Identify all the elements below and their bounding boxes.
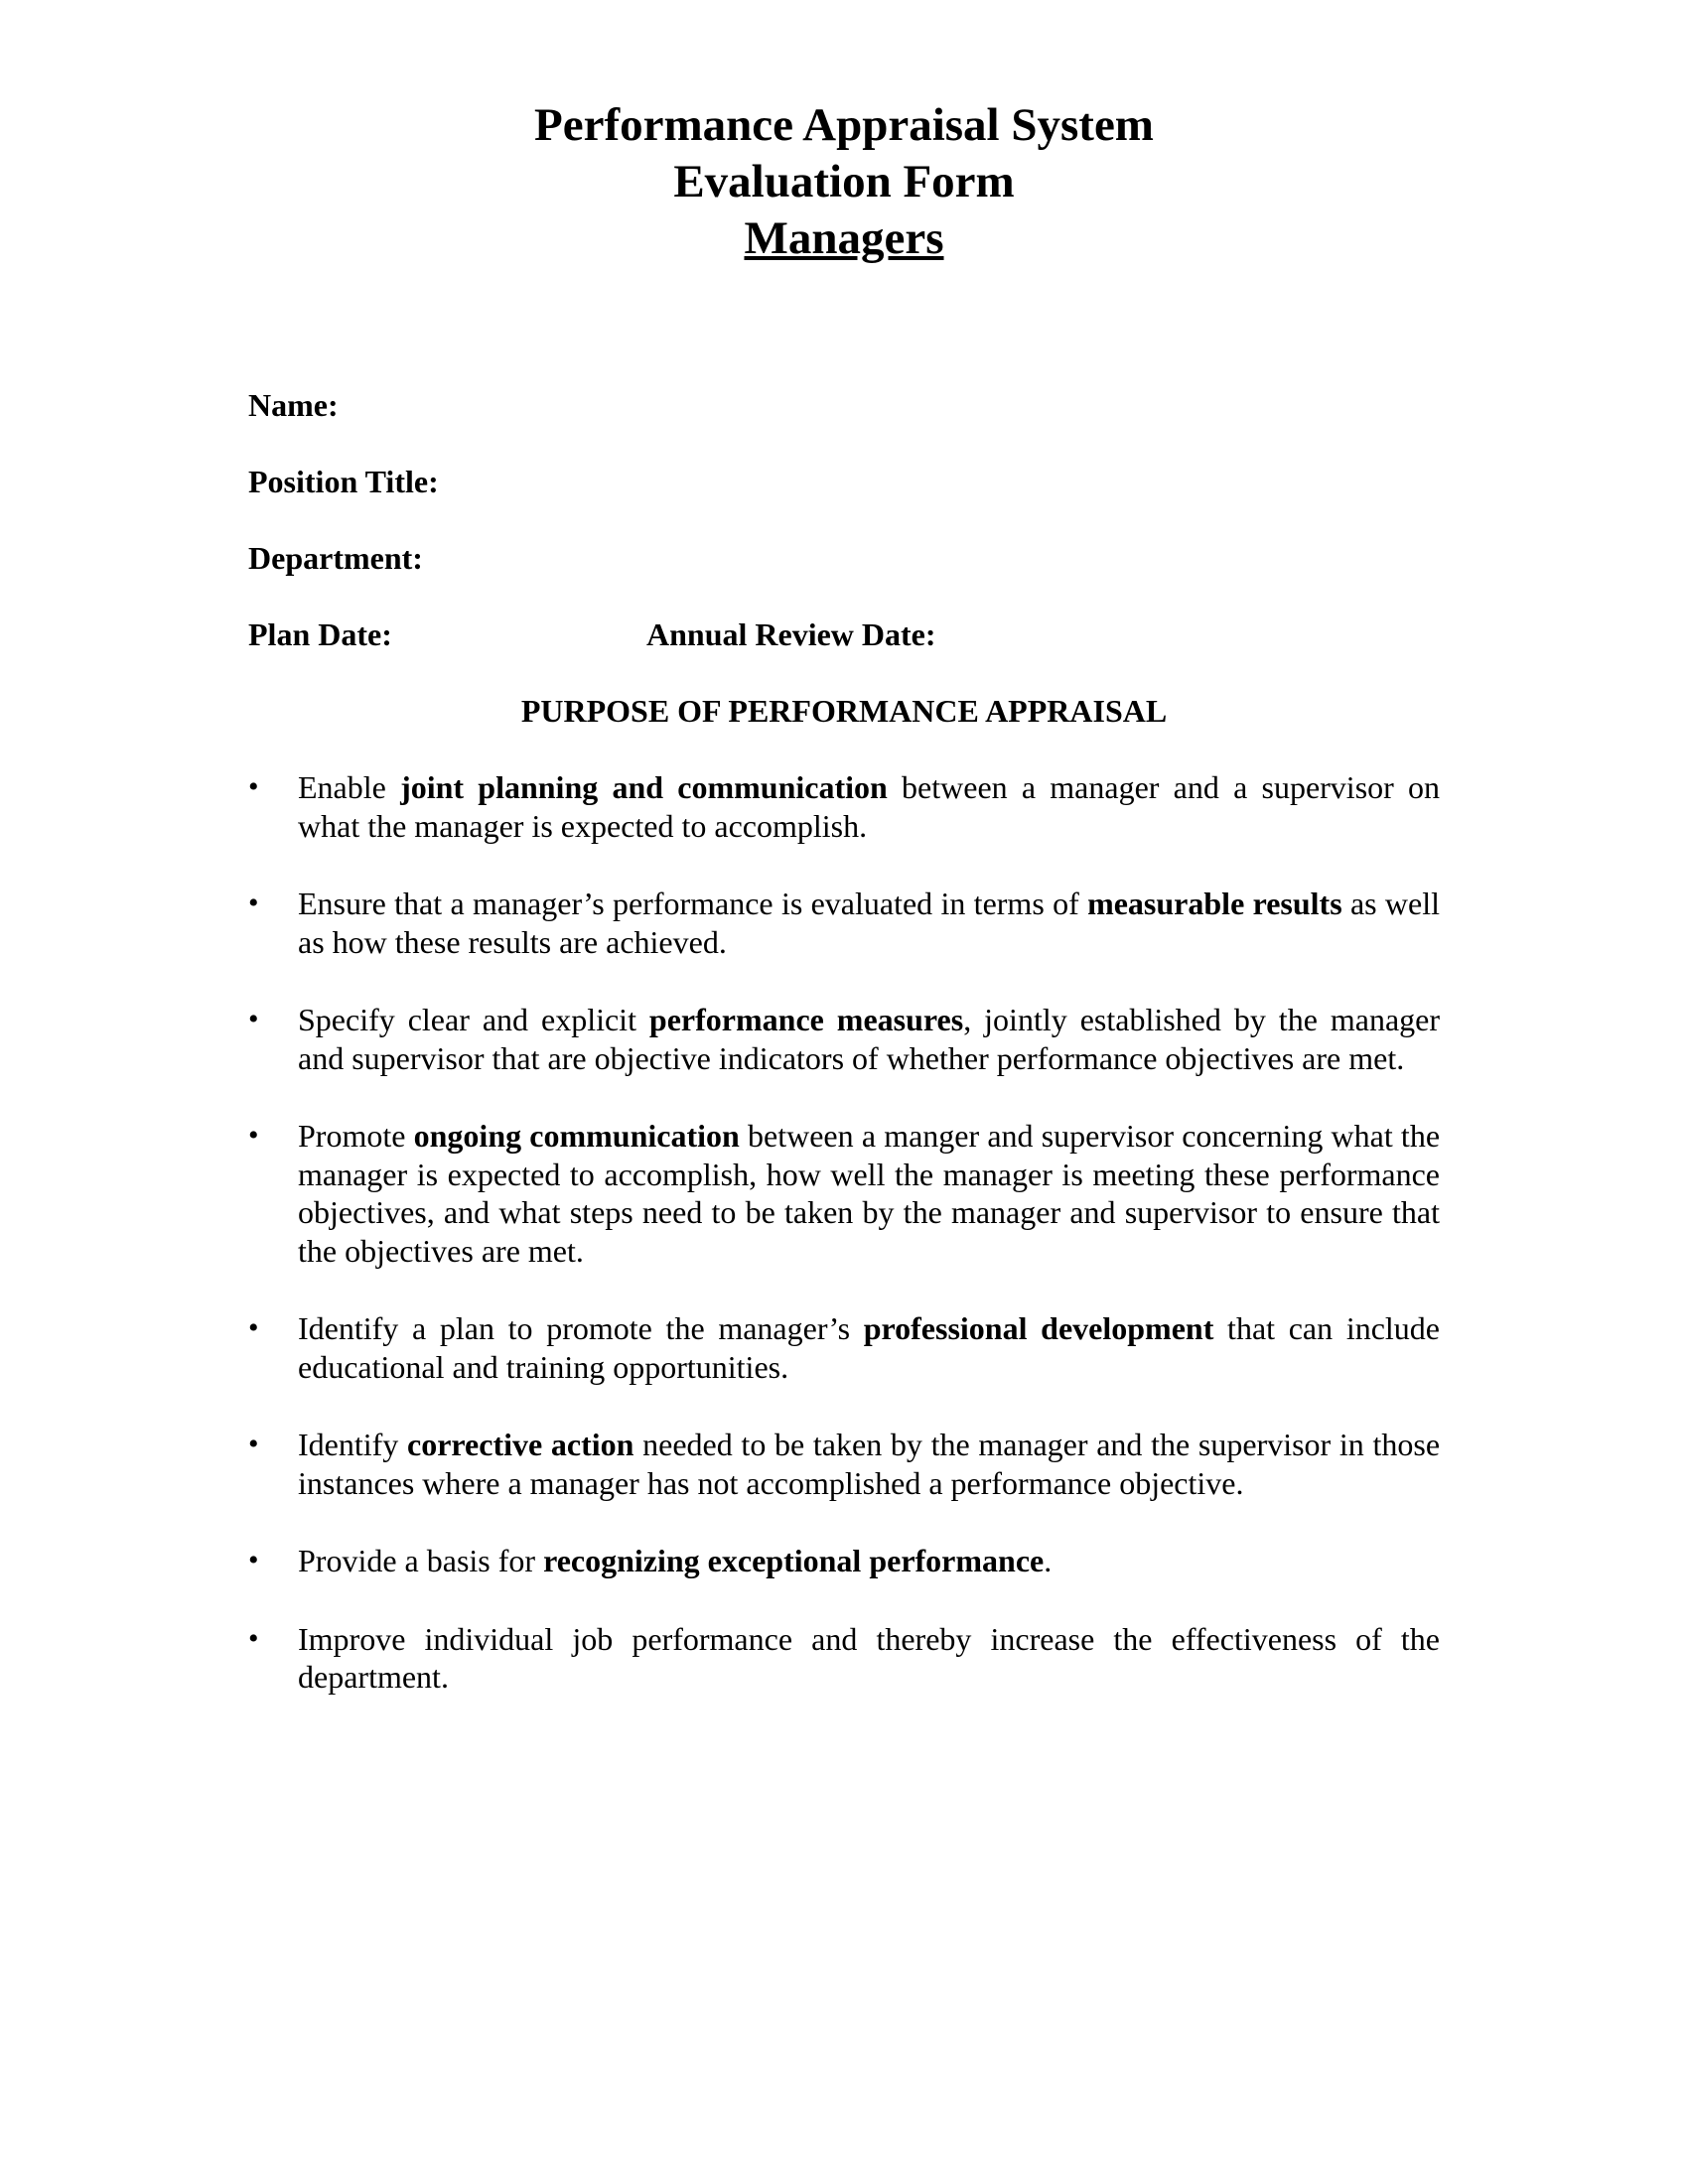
bullet-icon: • [248,770,259,803]
name-label: Name: [248,387,339,423]
title-line-3: Managers [744,212,944,264]
list-item: • Enable joint planning and communication between a manager and a supervisor on what the manager is expected to accomplish. [248,769,1441,844]
purpose-list [248,768,1440,1736]
list-item: • Improve individual job performance and thereby increase the effectiveness of the department. [248,1620,1440,1695]
list-item: • Identify a plan to promote the manager’s professional development that can include educational and training opportunities. [248,1310,1441,1385]
list-item: • Promote ongoing communication between a manger and supervisor concerning what the manager is expected to accomplish, how well the manager is meeting these performance objectives, and what steps need to be taken by the manager and supervisor to ensure that the objectives are met. [248,1118,1441,1269]
bullet-icon: • [248,1003,259,1035]
title-line-1: Performance Appraisal System [534,99,1154,151]
bullet-icon: • [248,1119,259,1152]
bullet-icon: • [248,1621,259,1655]
bullet-icon: • [248,1311,259,1344]
list-item: • Ensure that a manager’s performance is evaluated in terms of measurable results as well as how these results are achieved. [248,886,1441,960]
bullet-icon: • [248,1544,259,1576]
list-item: • Specify clear and explicit performance measures, jointly established by the manager and supervisor that are objective indicators of whether performance objectives are met. [248,1002,1441,1076]
list-item: • Identify corrective action needed to be taken by the manager and the supervisor in those instances where a manager has not accomplished a performance objective. [248,1427,1441,1501]
list-item: • Provide a basis for recognizing exceptional performance. [248,1543,1053,1578]
bullet-icon: • [248,1428,259,1460]
bullet-icon: • [248,887,259,919]
position-title-label: Position Title: [248,464,439,499]
annual-review-date-label: Annual Review Date: [646,616,936,652]
title-line-2: Evaluation Form [673,156,1015,207]
department-label: Department: [248,540,423,576]
section-heading: PURPOSE OF PERFORMANCE APPRAISAL [520,693,1168,729]
plan-date-label: Plan Date: [248,616,392,652]
document-title [0,97,1688,267]
